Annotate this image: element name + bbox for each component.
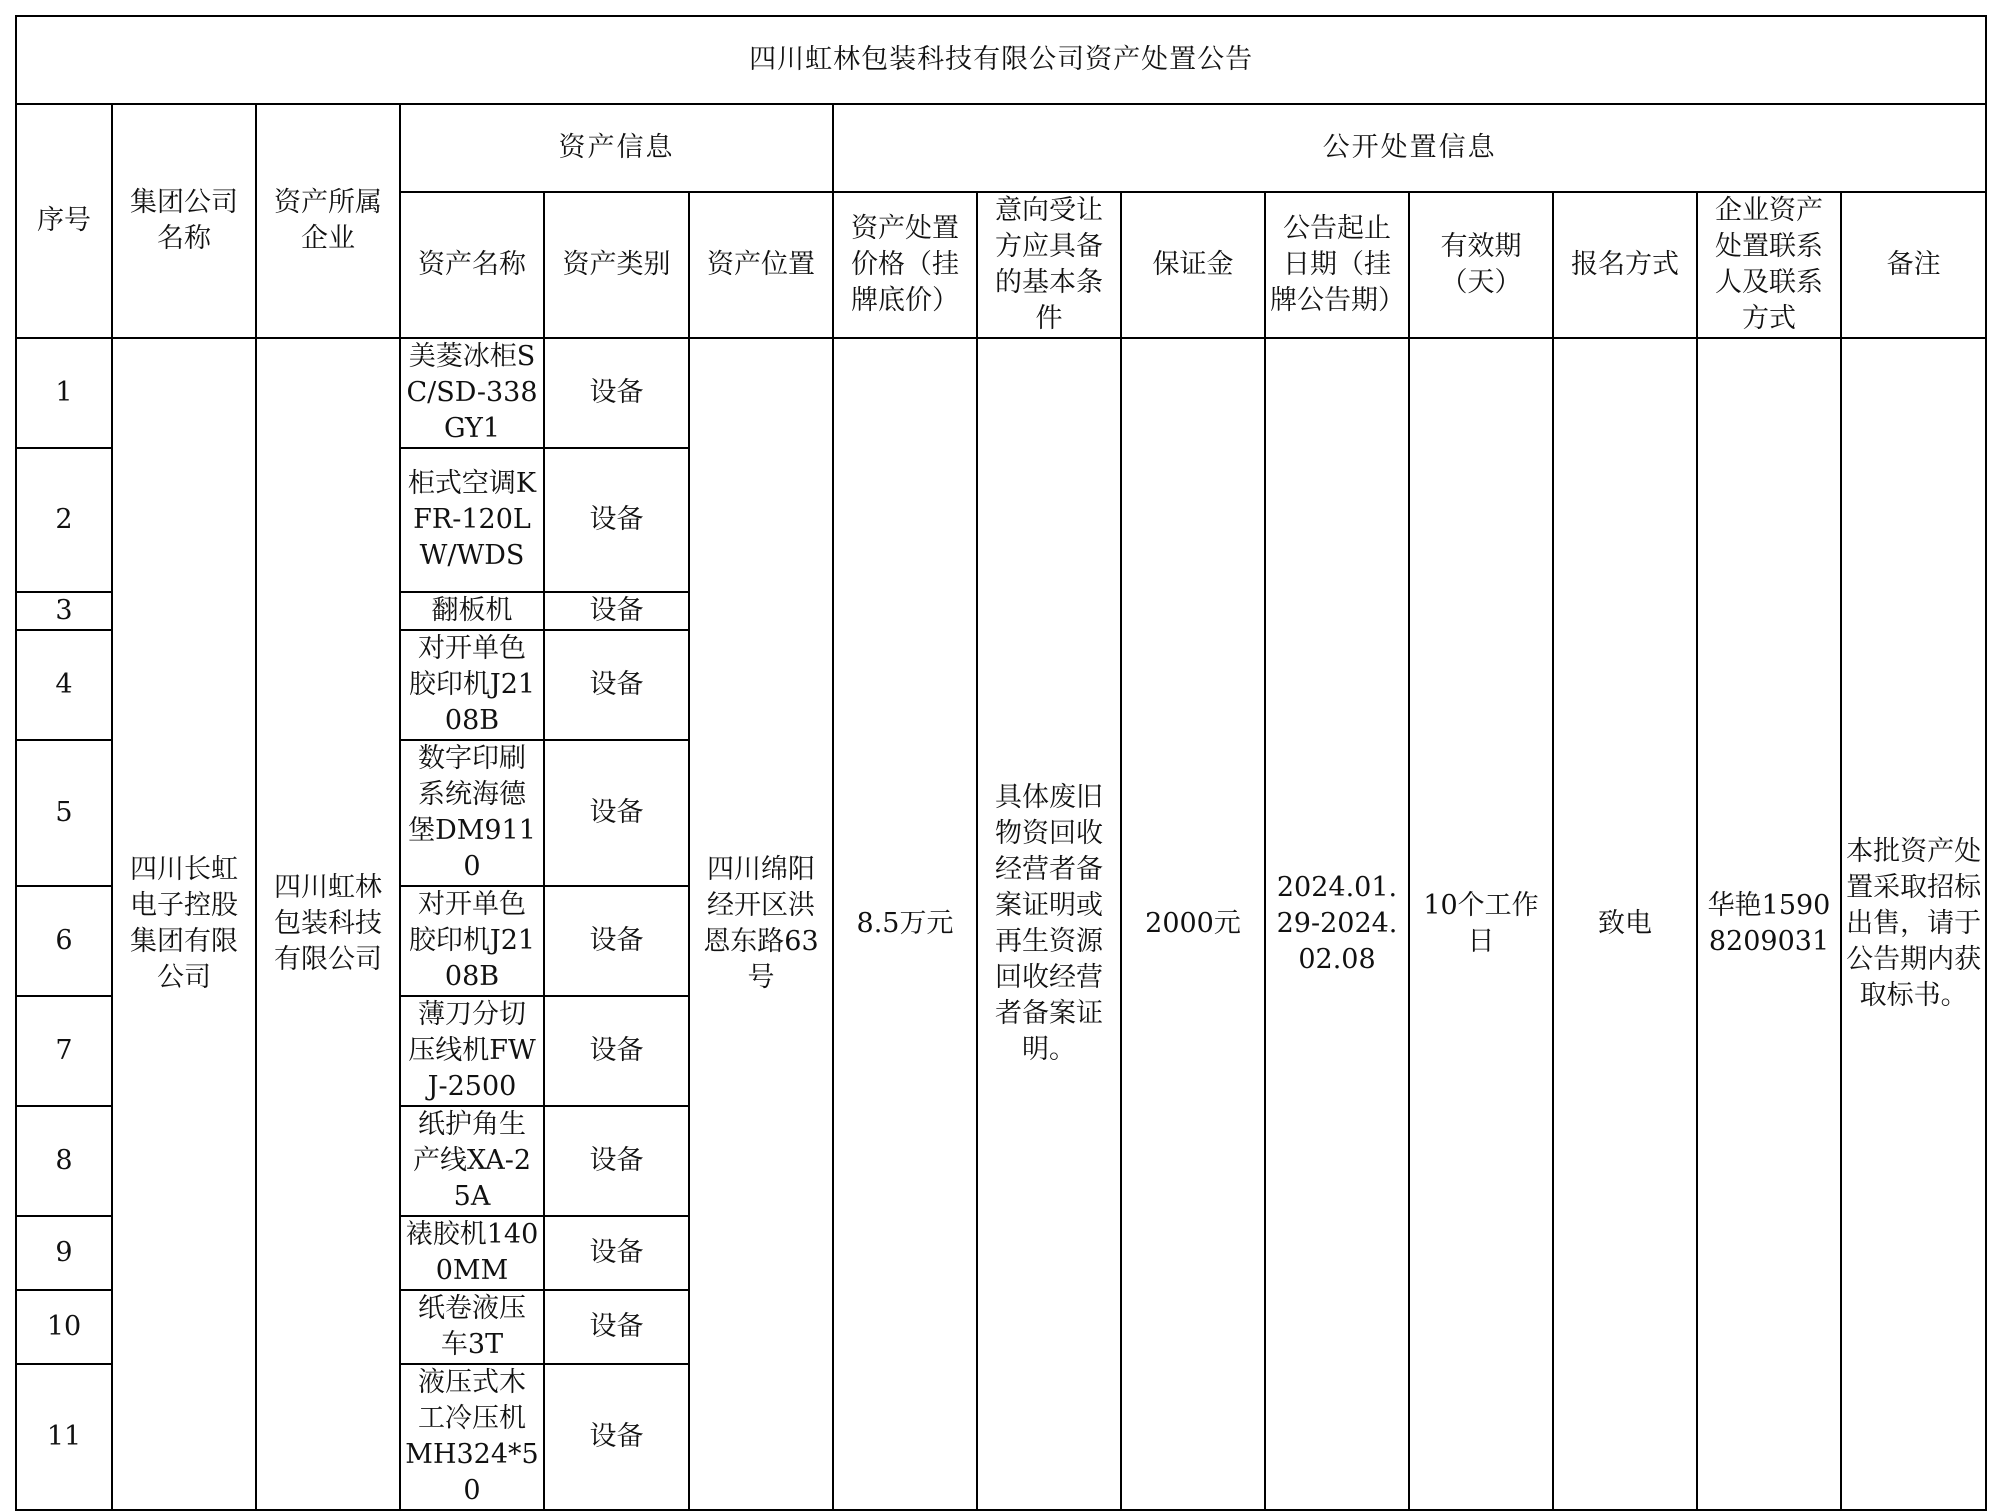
row-seq: 1 (16, 338, 112, 448)
contact-cell: 华艳15908209031 (1697, 338, 1841, 1510)
asset-category-cell: 设备 (544, 1364, 689, 1510)
group-company-cell: 四川长虹电子控股集团有限公司 (112, 338, 256, 1510)
page-title: 四川虹林包装科技有限公司资产处置公告 (16, 16, 1986, 104)
row-seq: 7 (16, 996, 112, 1106)
validity-cell: 10个工作日 (1409, 338, 1553, 1510)
asset-name-cell: 对开单色胶印机J2108B (400, 886, 544, 996)
asset-name-cell: 柜式空调KFR-120LW/WDS (400, 448, 544, 592)
asset-category-cell: 设备 (544, 630, 689, 740)
asset-category-cell: 设备 (544, 338, 689, 448)
row-seq: 8 (16, 1106, 112, 1216)
header-remarks: 备注 (1841, 192, 1986, 338)
header-disposal-info: 公开处置信息 (833, 104, 1986, 192)
asset-name-cell: 对开单色胶印机J2108B (400, 630, 544, 740)
header-owner: 资产所属企业 (256, 104, 400, 338)
row-seq: 4 (16, 630, 112, 740)
asset-name-cell: 裱胶机1400MM (400, 1216, 544, 1290)
header-conditions: 意向受让方应具备的基本条件 (977, 192, 1121, 338)
price-cell: 8.5万元 (833, 338, 977, 1510)
row-seq: 5 (16, 740, 112, 886)
header-asset-location: 资产位置 (689, 192, 833, 338)
asset-category-cell: 设备 (544, 740, 689, 886)
asset-name-cell: 美菱冰柜SC/SD-338GY1 (400, 338, 544, 448)
owner-cell: 四川虹林包装科技有限公司 (256, 338, 400, 1510)
asset-name-cell: 纸护角生产线XA-25A (400, 1106, 544, 1216)
asset-name-cell: 数字印刷系统海德堡DM9110 (400, 740, 544, 886)
asset-category-cell: 设备 (544, 886, 689, 996)
header-validity: 有效期（天） (1409, 192, 1553, 338)
signup-cell: 致电 (1553, 338, 1697, 1510)
asset-name-cell: 液压式木工冷压机MH324*50 (400, 1364, 544, 1510)
remarks-cell: 本批资产处置采取招标出售，请于公告期内获取标书。 (1841, 338, 1986, 1510)
asset-name-cell: 翻板机 (400, 592, 544, 630)
row-seq: 3 (16, 592, 112, 630)
row-seq: 2 (16, 448, 112, 592)
asset-location-cell: 四川绵阳经开区洪恩东路63号 (689, 338, 833, 1510)
asset-category-cell: 设备 (544, 592, 689, 630)
asset-category-cell: 设备 (544, 448, 689, 592)
row-seq: 11 (16, 1364, 112, 1510)
header-signup: 报名方式 (1553, 192, 1697, 338)
header-seq: 序号 (16, 104, 112, 338)
asset-disposal-table (15, 15, 1987, 1511)
row-seq: 10 (16, 1290, 112, 1364)
header-group-company: 集团公司名称 (112, 104, 256, 338)
row-seq: 9 (16, 1216, 112, 1290)
period-cell: 2024.01.29-2024.02.08 (1265, 338, 1409, 1510)
table-row (16, 338, 1986, 448)
header-deposit: 保证金 (1121, 192, 1265, 338)
asset-category-cell: 设备 (544, 1290, 689, 1364)
header-price: 资产处置价格（挂牌底价） (833, 192, 977, 338)
conditions-cell: 具体废旧物资回收经营者备案证明或再生资源回收经营者备案证明。 (977, 338, 1121, 1510)
header-asset-category: 资产类别 (544, 192, 689, 338)
asset-name-cell: 薄刀分切压线机FWJ-2500 (400, 996, 544, 1106)
header-contact: 企业资产处置联系人及联系方式 (1697, 192, 1841, 338)
header-asset-name: 资产名称 (400, 192, 544, 338)
asset-category-cell: 设备 (544, 996, 689, 1106)
asset-name-cell: 纸卷液压车3T (400, 1290, 544, 1364)
header-period: 公告起止日期（挂牌公告期） (1265, 192, 1409, 338)
deposit-cell: 2000元 (1121, 338, 1265, 1510)
asset-category-cell: 设备 (544, 1106, 689, 1216)
header-asset-info: 资产信息 (400, 104, 833, 192)
row-seq: 6 (16, 886, 112, 996)
asset-category-cell: 设备 (544, 1216, 689, 1290)
